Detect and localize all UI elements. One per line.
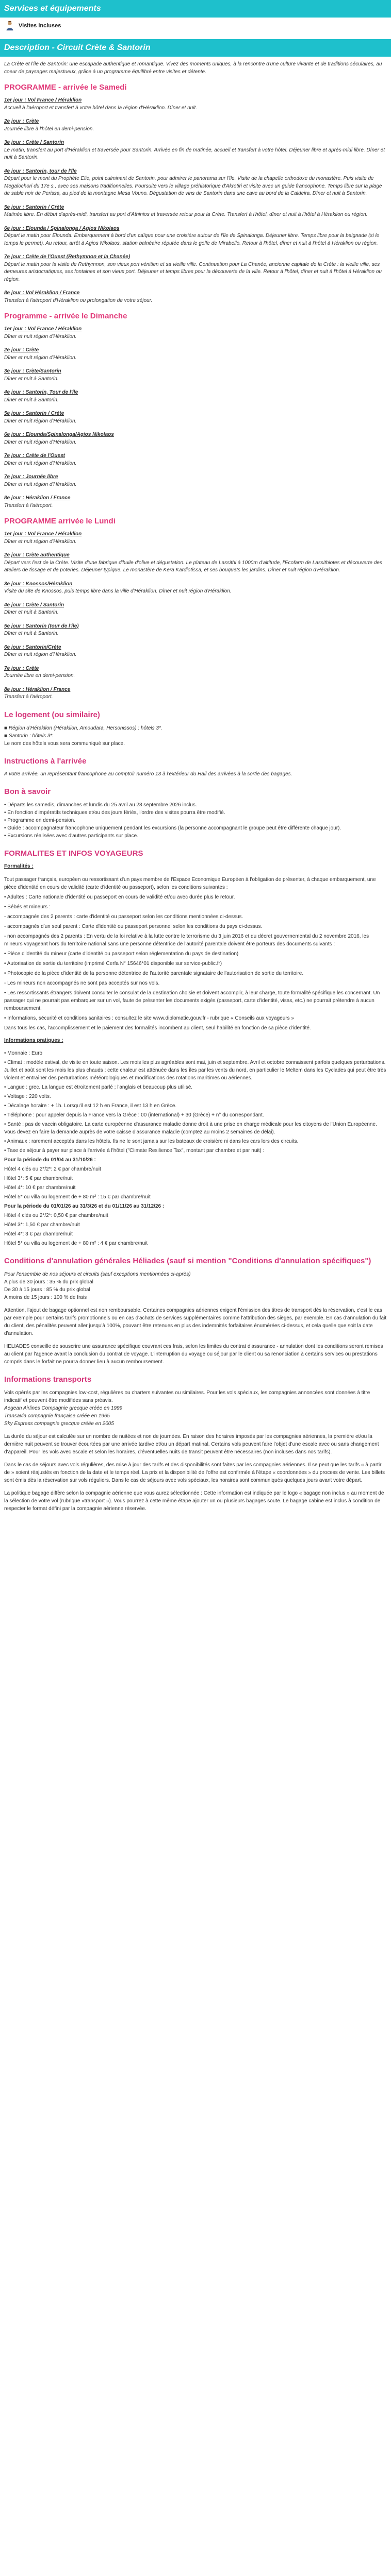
day-title: 2e jour : Crète authentique — [4, 552, 70, 558]
transport-line: La durée du séjour est calculée sur un nombre de nuitées et non de journées. En raison des horaires imposés par les compagnies aériennes, la première et/ou la dernière nuit peuvent se trouver écourtées par une arrivée tardive et/ou un départ matinal. Certains vols peuvent faire l'objet d'une escale avec ou sans changement d'appareil. Pour les vols avec escale et selon les horaires, d'éventuelles nuits de transit peuvent être nécessaires (non incluses dans nos tarifs). — [4, 1434, 379, 1455]
formalities-subtitle: Formalités : — [4, 863, 34, 869]
day-description: Départ le matin pour la visite de Rethymnon, son vieux port vénitien et sa vieille ville. Continuation pour La Chanée, ancienne capitale de la Crète : la vieille ville, ses demeures aristocratiques, ses fontaines et son vieux port. Déjeuner et temps libres pour la découverte de la ville. Retour à l'hôtel, dîner et nuit à l'hôtel à Héraklion ou région. — [4, 261, 382, 282]
day-description: Matinée libre. En début d'après-midi, transfert au port d'Athinios et traversée retour pour la Crète. Transfert à l'hôtel, dîner et nuit à l'hôtel à Héraklion ou région. — [4, 212, 368, 217]
intro-text: La Crète et l'île de Santorin: une escapade authentique et romantique. Vivez des moments uniques, à la rencontre d'une culture vivante et de traditions séculaires, au coeur de paysages majestueux, grâce à un programme équilibré entre visites et détente. — [4, 61, 382, 75]
day-title: 8e jour : Héraklion / France — [4, 495, 71, 501]
formality-line: • Autorisation de sortie du territoire (imprimé Cerfa N° 15646*01 disponible sur service-public.fr) — [4, 960, 222, 967]
good-to-know-item: • Guide : accompagnateur francophone uniquement pendant les excursions (la personne accompagnant le groupe peut être différente chaque jour). — [4, 825, 341, 831]
day-title: 2e jour : Crète — [4, 347, 39, 353]
practical-line: • Décalage horaire : + 1h. Lorsqu'il est 12 h en France, il est 13 h en Grèce. — [4, 1103, 177, 1109]
program-day — [4, 665, 387, 680]
lodging-list — [4, 724, 387, 748]
practical-line: • Téléphone : pour appeler depuis la France vers la Grèce : 00 (international) + 30 (Grèce) + n° du correspondant. — [4, 1112, 264, 1118]
program-day — [4, 368, 387, 383]
day-description: Dîner et nuit région d'Héraklion. — [4, 439, 77, 445]
day-title: 1er jour : Vol France / Héraklion — [4, 531, 82, 537]
formality-line: • Adultes : Carte nationale d'identité ou passeport en cours de validité et/ou avec durée plus le retour. — [4, 894, 235, 900]
program-day — [4, 253, 387, 283]
day-title: 1er jour : Vol France / Héraklion — [4, 97, 82, 103]
cancellation-title: Conditions d'annulation générales Héliades (sauf si mention "Conditions d'annulation spécifiques") — [4, 1257, 371, 1265]
good-to-know-title: Bon à savoir — [4, 787, 51, 796]
transport-line: Sky Express compagnie grecque créée en 2005 — [4, 1421, 114, 1427]
formalities-text — [4, 876, 387, 1032]
program-day — [4, 225, 387, 248]
program-day — [4, 204, 387, 219]
day-description: Dîner et nuit région d'Héraklion. — [4, 418, 77, 424]
description-header: Description - Circuit Crète & Santorin — [0, 39, 391, 57]
program-day — [4, 168, 387, 198]
day-title: 5e jour : Santorin (tour de l'île) — [4, 623, 79, 629]
practical-text — [4, 1049, 387, 1247]
formality-line: - accompagnés des 2 parents : carte d'identité ou passeport selon les conditions mentionnées ci-dessus. — [4, 913, 243, 920]
program-day — [4, 623, 387, 638]
formality-line: - Les mineurs non accompagnés ne sont pas acceptés sur nos vols. — [4, 980, 160, 986]
good-to-know-list — [4, 801, 387, 840]
program-day — [4, 389, 387, 404]
practical-subtitle: Informations pratiques : — [4, 1037, 63, 1043]
day-title: 3e jour : Crète/Santorin — [4, 368, 61, 374]
formality-line: Tout passager français, européen ou ressortissant d'un pays membre de l'Espace Economique Européen à l'obligation de présenter, à chaque embarquement, une pièce d'identité en cours de validité (carte d'identité ou passeport), selon les conditions suivantes : — [4, 876, 376, 890]
practical-line: • Santé : pas de vaccin obligatoire. La carte européenne d'assurance maladie donne droit à une prise en charge médicale pour les citoyens de l'Union Européenne. Vous devez en faire la demande auprès de votre caisse d'assurance maladie (comptez au moins 2 semaines de délai). — [4, 1122, 377, 1135]
transport-text — [4, 1389, 387, 1513]
transport-title: Informations transports — [4, 1375, 92, 1384]
day-description: Journée libre à l'hôtel en demi-pension. — [4, 126, 94, 132]
day-title: 8e jour : Héraklion / France — [4, 686, 71, 692]
day-title: 1er jour : Vol France / Héraklion — [4, 326, 82, 332]
included-visits-label: Visites incluses — [19, 23, 61, 29]
program-title: PROGRAMME arrivée le Lundi — [4, 517, 116, 526]
practical-line: • Langue : grec. La langue est étroitement parlé ; l'anglais et beaucoup plus utilisé. — [4, 1084, 193, 1090]
program-day — [4, 139, 387, 162]
cancellation-line: Pour l'ensemble de nos séjours et circuits (sauf exceptions mentionnées ci-après) — [4, 1272, 191, 1277]
day-description: Accueil à l'aéroport et transfert à votre hôtel dans la région d'Héraklion. Dîner et nuit. — [4, 105, 198, 111]
practical-line: Hôtel 5* ou villa ou logement de + 80 m² : 15 € par chambre/nuit — [4, 1194, 151, 1200]
day-description: Journée libre en demi-pension. — [4, 673, 75, 679]
transport-line: Vols opérés par les compagnies low-cost, régulières ou charters suivantes ou similaires. Pour les vols spéciaux, les compagnies annoncées sont données à titre indicatif et peuvent être modifiées sans préavis. — [4, 1390, 370, 1403]
day-title: 4e jour : Santorin, tour de l'île — [4, 168, 77, 174]
lodging-title: Le logement (ou similaire) — [4, 710, 100, 719]
day-description: Visite du site de Knossos, puis temps libre dans la ville d'Héraklion. Dîner et nuit région d'Héraklion. — [4, 588, 232, 594]
day-description: Dîner et nuit région d'Héraklion. — [4, 538, 77, 545]
program-day — [4, 326, 387, 341]
formality-line: • Informations, sécurité et conditions sanitaires : consultez le site www.diplomatie.gouv.fr - rubrique « Conseils aux voyageurs » — [4, 1015, 294, 1021]
program-day — [4, 97, 387, 112]
practical-line: • Animaux : rarement acceptés dans les hôtels. Ils ne le sont jamais sur les bateaux de croisière ni dans les cars lors des circuits. — [4, 1139, 299, 1144]
day-description: Départ pour le mont du Prophète Elie, point culminant de Santorin, pour admirer le panorama sur l'île. Visite de la chapelle orthodoxe du monastère. Puis visite de Megalochori du 17e s., avec ses maisons traditionnelles. Poursuite vers le village préhistorique d'Akrotiri et visite avec un guide francophone. Temps libre sur la plage de sable noir de Perissa, au pied de la montagne Mesa Vouno. Dégustation de vins de Santorin dans une cave au bord de la Caldeira. Dîner et nuit à Santorin. — [4, 176, 382, 196]
program-day — [4, 552, 387, 574]
day-description: Dîner et nuit région d'Héraklion. — [4, 481, 77, 487]
cancellation-line: Attention, l'ajout de bagage optionnel est non remboursable. Certaines compagnies aériennes exigent l'émission des titres de transport dès la réservation, c'est le cas par exemple pour certains tarifs promotionnels ou en cas d'achats de services supplémentaires comme l'attribution des sièges, par exemple. En cas d'annulation du fait du client, des pénalités peuvent aller jusqu'à 100%, pouvant être retenues en plus des indemnités forfaitaires énumérées ci-dessus, et cela quelle que soit la date d'annulation. — [4, 1308, 387, 1336]
formality-line: - non accompagnés des 2 parents : En vertu de la loi relative à la lutte contre le terrorisme du 3 juin 2016 et du décret gouvernemental du 2 novembre 2016, les mineurs voyageant hors du territoire national sans une personne détentrice de l'autorité parentale doivent être porteurs des documents suivants : — [4, 933, 369, 947]
day-title: 3e jour : Knossos/Héraklion — [4, 581, 73, 587]
day-title: 8e jour : Vol Héraklion / France — [4, 290, 80, 296]
cancellation-line: A moins de 15 jours : 100 % de frais — [4, 1295, 87, 1300]
practical-line: Hôtel 4 clés ou 2*/2*: 0,50 € par chambre/nuit — [4, 1213, 108, 1218]
program-title: Programme - arrivée le Dimanche — [4, 312, 127, 320]
day-title: 7e jour : Journée libre — [4, 474, 58, 480]
program-day — [4, 531, 387, 546]
day-description: Départ le matin pour Elounda. Embarquement à bord d'un caïque pour une croisière autour de l'île de Spinalonga. Déjeuner libre. Temps libre pour la baignade (si le temps le permet). Au retour, arrêt à Agios Nikolaos, station balnéaire réputée dans le golfe de Mirabello. Retour à l'hôtel, dîner et nuit à l'hôtel à Héraklion ou région. — [4, 233, 380, 246]
transport-line: Aegean Airlines Compagnie grecque créée en 1999 — [4, 1405, 123, 1411]
practical-line: Pour la période du 01/01/26 au 31/3/26 et du 01/11/26 au 31/12/26 : — [4, 1204, 165, 1209]
program-day — [4, 118, 387, 133]
program-day — [4, 602, 387, 617]
day-title: 2e jour : Crète — [4, 118, 39, 124]
lodging-item: Le nom des hôtels vous sera communiqué sur place. — [4, 740, 125, 747]
day-title: 7e jour : Crète — [4, 665, 39, 671]
practical-line: Hôtel 3*: 5 € par chambre/nuit — [4, 1176, 73, 1181]
day-description: Départ vers l'est de la Crète. Visite d'une fabrique d'huile d'olive et dégustation. Le plateau de Lassithi à 1000m d'altitude, l'Ecofarm de Lassithiotes et découverte des ateliers de tissage et de poteries. Déjeuner typique. Le monastère de Kera Kardiotissa, et ses bouquets les jardins. Dîner et nuit région d'Héraklion. — [4, 560, 382, 573]
day-description: Transfert à l'aéroport. — [4, 694, 53, 700]
program-day — [4, 686, 387, 701]
day-title: 5e jour : Santorin / Crète — [4, 411, 64, 416]
day-description: Dîner et nuit à Santorin. — [4, 397, 59, 403]
program-day — [4, 290, 387, 304]
formality-line: - accompagnés d'un seul parent : Carte d'identité ou passeport personnel selon les conditions du pays ci-dessus. — [4, 923, 263, 929]
cancellation-text — [4, 1270, 387, 1366]
program-day — [4, 644, 387, 659]
day-description: Dîner et nuit à Santorin. — [4, 631, 59, 636]
cancellation-line: A plus de 30 jours : 35 % du prix global — [4, 1279, 93, 1285]
cancellation-line: HELIADES conseille de souscrire une assurance spécifique couvrant ces frais, selon les limites du contrat d'assurance - annulation dont les conditions seront remises au client par l'agence avant la conclusion du contrat de voyage. L'interruption du voyage ou séjour par le client ou sa renonciation à certains services ou prestations compris dans le forfait ne pourra donner lieu à aucun remboursement. — [4, 1344, 383, 1365]
program-day — [4, 452, 387, 467]
day-title: 6e jour : Elounda/Spinalonga/Agios Nikolaos — [4, 432, 114, 437]
practical-line: Hôtel 5* ou villa ou logement de + 80 m² : 4 € par chambre/nuit — [4, 1241, 148, 1246]
formality-line: • Bébés et mineurs : — [4, 904, 51, 910]
day-description: Dîner et nuit région d'Héraklion. — [4, 333, 77, 340]
formality-line: • Photocopie de la pièce d'identité de la personne détentrice de l'autorité parentale signataire de l'autorisation de sortie du territoire. — [4, 970, 304, 976]
day-description: Transfert à l'aéroport. — [4, 502, 53, 509]
good-to-know-item: • Départs les samedis, dimanches et lundis du 25 avril au 28 septembre 2026 inclus. — [4, 802, 197, 808]
services-header: Services et équipements — [0, 0, 391, 18]
practical-line: Pour la période du 01/04 au 31/10/26 : — [4, 1157, 96, 1163]
included-visits — [0, 18, 391, 34]
practical-line: • Voltage : 220 volts. — [4, 1094, 51, 1099]
day-description: Dîner et nuit région d'Héraklion. — [4, 652, 77, 657]
program-day — [4, 581, 387, 596]
day-description: Transfert à l'aéroport d'Héraklion ou prolongation de votre séjour. — [4, 297, 153, 303]
practical-line: • Monnaie : Euro — [4, 1050, 43, 1056]
program-day — [4, 410, 387, 425]
good-to-know-item: • Excursions réalisées avec d'autres participants sur place. — [4, 833, 138, 839]
day-title: 4e jour : Crète / Santorin — [4, 602, 64, 608]
program-title: PROGRAMME - arrivée le Samedi — [4, 83, 127, 92]
day-description: Dîner et nuit à Santorin. — [4, 376, 59, 382]
practical-line: • Taxe de séjour à payer sur place à l'arrivée à l'hôtel ("Climate Resilience Tax", montant par chambre et par nuit) : — [4, 1148, 265, 1154]
practical-line: Hôtel 4*: 3 € par chambre/nuit — [4, 1231, 73, 1237]
good-to-know-item: • En fonction d'impératifs techniques et/ou des jours fériés, l'ordre des visites pourra être modifié. — [4, 810, 225, 816]
formality-line: • Les ressortissants étrangers doivent consulter le consulat de la destination choisie et doivent accomplir, à leur charge, toute formalité spécifique les concernant. Un passager qui ne pourrait pas embarquer sur un vol, faute de présenter les documents exigés (passeport, carte d'identité, visas, etc.) ne pourrait prétendre à aucun remboursement. — [4, 990, 380, 1011]
day-title: 5e jour : Santorin / Crète — [4, 204, 64, 210]
guide-person-icon — [4, 20, 15, 31]
day-description: Le matin, transfert au port d'Héraklion et traversée pour Santorin. Arrivée en fin de matinée, accueil et transfert à votre hôtel. Déjeuner libre et après-midi libre. Dîner et nuit à Santorin. — [4, 147, 385, 160]
lodging-item: ■ Santorin : hôtels 3*. — [4, 733, 54, 739]
practical-line: Hôtel 4*: 10 € par chambre/nuit — [4, 1185, 76, 1191]
practical-line: Hôtel 4 clés ou 2*/2*: 2 € par chambre/nuit — [4, 1166, 101, 1172]
instructions-text: A votre arrivée, un représentant francophone au comptoir numéro 13 à l'extérieur du Hall des arrivées à la sortie des bagages. — [4, 771, 292, 777]
instructions-title: Instructions à l'arrivée — [4, 756, 87, 766]
program-day — [4, 431, 387, 446]
day-description: Dîner et nuit région d'Héraklion. — [4, 354, 77, 361]
formality-line: Dans tous les cas, l'accomplissement et le paiement des formalités incombent au client, seul habilité en fonction de sa pièce d'identité. — [4, 1025, 311, 1031]
programs — [4, 83, 387, 701]
day-title: 3e jour : Crète / Santorin — [4, 140, 64, 145]
day-description: Dîner et nuit région d'Héraklion. — [4, 460, 77, 466]
transport-line: La politique bagage diffère selon la compagnie aérienne que vous aurez sélectionnée : Cette information est indiquée par le logo « bagage non inclus » au moment de la sélection de votre vol (rubrique «transport »). Vous pourrez à cette même étape ajouter un ou plusieurs bagages soute. Le bagage cabine est inclus à condition de respecter le format défini par la compagnie aérienne réservée. — [4, 1490, 384, 1512]
day-title: 7e jour : Crète de l'Ouest (Rethymnon et la Chanée) — [4, 254, 131, 260]
program-day — [4, 495, 387, 510]
program-day — [4, 347, 387, 362]
lodging-item: ■ Région d'Héraklion (Héraklion, Amoudara, Hersonissos) : hôtels 3*. — [4, 725, 162, 731]
day-title: 6e jour : Santorin/Crète — [4, 644, 61, 650]
practical-line: Hôtel 3*: 1,50 € par chambre/nuit — [4, 1222, 80, 1228]
practical-line: • Climat : modèle estival, de visite en toute saison. Les mois les plus agréables sont mai, juin et septembre. Avril et octobre connaissent parfois quelques perturbations. Juillet et août sont les mois les plus chauds ; cette chaleur est atténuée dans les îles par les vents du nord, en particulier le Meltem dans les Cyclades qui peut être très violent et entraîner des perturbations météorologiques et modifications des rotations maritimes ou aériennes. — [4, 1060, 386, 1081]
formalities-title: FORMALITES ET INFOS VOYAGEURS — [4, 849, 143, 858]
day-title: 6e jour : Elounda / Spinalonga / Agios Nikolaos — [4, 225, 120, 231]
transport-line: Transavia compagnie française créée en 1965 — [4, 1413, 110, 1419]
transport-line: Dans le cas de séjours avec vols régulières, des mise à jour des tarifs et des disponibilités sont faites par les compagnies aériennes. Il se peut que les tarifs « à partir de » soient réajustés en fonction de la date et le temps réel. La prix et la disponibilité de l'offre est confirmée à l'étape « coordonnées » du process de vente. Les billets sont émis dès la réservation sur vols réguliers. Dans le cas de séjours avec vols spéciaux, les horaires sont communiqués quelques jours avant votre départ. — [4, 1462, 385, 1483]
formality-line: • Pièce d'identité du mineur (carte d'identité ou passeport selon réglementation du pays de destination) — [4, 951, 239, 957]
cancellation-line: De 30 à 15 jours : 85 % du prix global — [4, 1287, 90, 1293]
day-title: 4e jour : Santorin, Tour de l'île — [4, 389, 78, 395]
day-title: 7e jour : Crète de l'Ouest — [4, 453, 65, 459]
description-content — [0, 57, 391, 1513]
program-day — [4, 473, 387, 488]
day-description: Dîner et nuit à Santorin. — [4, 609, 59, 615]
good-to-know-item: • Programme en demi-pension. — [4, 818, 76, 823]
